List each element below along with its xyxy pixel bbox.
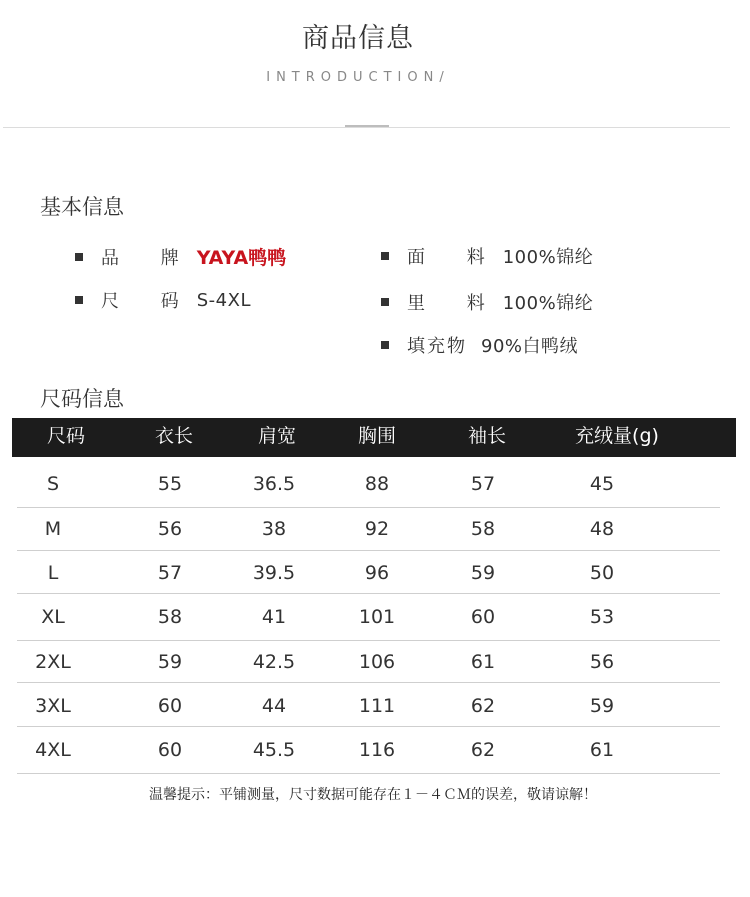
size-info-title: 尺码信息 bbox=[40, 387, 124, 411]
table-cell: 62 bbox=[470, 739, 496, 761]
table-cell: 56 bbox=[589, 651, 615, 673]
table-cell: 60 bbox=[157, 739, 183, 761]
size-table-header bbox=[12, 418, 736, 457]
lining-value: 100%锦纶 bbox=[502, 293, 594, 314]
table-cell: 38 bbox=[261, 518, 287, 540]
table-row bbox=[17, 594, 720, 641]
table-cell: 3XL bbox=[35, 695, 71, 717]
table-cell: L bbox=[47, 562, 59, 584]
column-header: 袖长 bbox=[467, 425, 506, 447]
bullet-icon bbox=[75, 296, 83, 304]
table-cell: 59 bbox=[470, 562, 496, 584]
column-header: 衣长 bbox=[154, 425, 193, 447]
info-fabric bbox=[381, 243, 593, 269]
info-size bbox=[75, 287, 251, 313]
column-header: 肩宽 bbox=[257, 425, 296, 447]
table-cell: 4XL bbox=[35, 739, 71, 761]
table-cell: 56 bbox=[157, 518, 183, 540]
table-cell: 42.5 bbox=[252, 651, 296, 673]
table-cell: 2XL bbox=[35, 651, 71, 673]
brand-logo: YAYA鸭鸭 bbox=[196, 247, 287, 269]
page-subtitle: INTRODUCTION/ bbox=[266, 70, 450, 85]
table-cell: 106 bbox=[358, 651, 396, 673]
table-cell: 96 bbox=[364, 562, 390, 584]
table-cell: 60 bbox=[470, 606, 496, 628]
column-header: 充绒量(g) bbox=[575, 425, 659, 447]
table-cell: 116 bbox=[358, 739, 396, 761]
table-cell: 53 bbox=[589, 606, 615, 628]
fabric-value: 100%锦纶 bbox=[502, 247, 594, 268]
info-brand bbox=[75, 243, 286, 270]
table-cell: 59 bbox=[589, 695, 615, 717]
table-cell: XL bbox=[41, 606, 65, 628]
bullet-icon bbox=[381, 252, 389, 260]
measurement-note: 温馨提示：平铺测量，尺寸数据可能存在１－４ＣＭ的误差，敬请谅解！ bbox=[149, 787, 597, 803]
table-cell: S bbox=[46, 473, 60, 495]
table-cell: 92 bbox=[364, 518, 390, 540]
size-label: 尺 码 bbox=[101, 291, 197, 312]
table-cell: 111 bbox=[358, 695, 396, 717]
table-cell: 61 bbox=[589, 739, 615, 761]
table-row bbox=[17, 683, 720, 727]
divider-accent bbox=[345, 125, 389, 127]
table-cell: 57 bbox=[157, 562, 183, 584]
table-cell: 39.5 bbox=[252, 562, 296, 584]
divider bbox=[3, 127, 730, 128]
column-header: 胸围 bbox=[357, 425, 396, 447]
table-cell: 45 bbox=[589, 473, 615, 495]
basic-info-title: 基本信息 bbox=[40, 195, 124, 219]
info-filling bbox=[381, 332, 578, 358]
table-cell: 60 bbox=[157, 695, 183, 717]
table-cell: 61 bbox=[470, 651, 496, 673]
page-title: 商品信息 bbox=[302, 23, 414, 54]
table-cell: 101 bbox=[358, 606, 396, 628]
table-cell: 57 bbox=[470, 473, 496, 495]
bullet-icon bbox=[381, 341, 389, 349]
table-cell: 58 bbox=[470, 518, 496, 540]
table-row bbox=[17, 641, 720, 683]
table-cell: 44 bbox=[261, 695, 287, 717]
info-lining bbox=[381, 289, 593, 315]
filling-label: 填充物 bbox=[407, 336, 467, 357]
table-cell: 62 bbox=[470, 695, 496, 717]
table-cell: 45.5 bbox=[252, 739, 296, 761]
table-cell: 58 bbox=[157, 606, 183, 628]
table-cell: 36.5 bbox=[252, 473, 296, 495]
fabric-label: 面 料 bbox=[407, 247, 503, 268]
table-cell: M bbox=[44, 518, 62, 540]
size-value: S-4XL bbox=[196, 289, 251, 311]
table-row bbox=[17, 457, 720, 508]
bullet-icon bbox=[381, 298, 389, 306]
table-cell: 48 bbox=[589, 518, 615, 540]
table-row bbox=[17, 508, 720, 551]
bullet-icon bbox=[75, 253, 83, 261]
lining-label: 里 料 bbox=[407, 293, 503, 314]
table-row bbox=[17, 551, 720, 594]
column-header: 尺码 bbox=[46, 425, 85, 447]
table-cell: 50 bbox=[589, 562, 615, 584]
table-cell: 59 bbox=[157, 651, 183, 673]
brand-label: 品 牌 bbox=[101, 247, 197, 269]
table-cell: 88 bbox=[364, 473, 390, 495]
table-cell: 41 bbox=[261, 606, 287, 628]
table-row bbox=[17, 727, 720, 774]
filling-value: 90%白鸭绒 bbox=[481, 336, 579, 357]
table-cell: 55 bbox=[157, 473, 183, 495]
